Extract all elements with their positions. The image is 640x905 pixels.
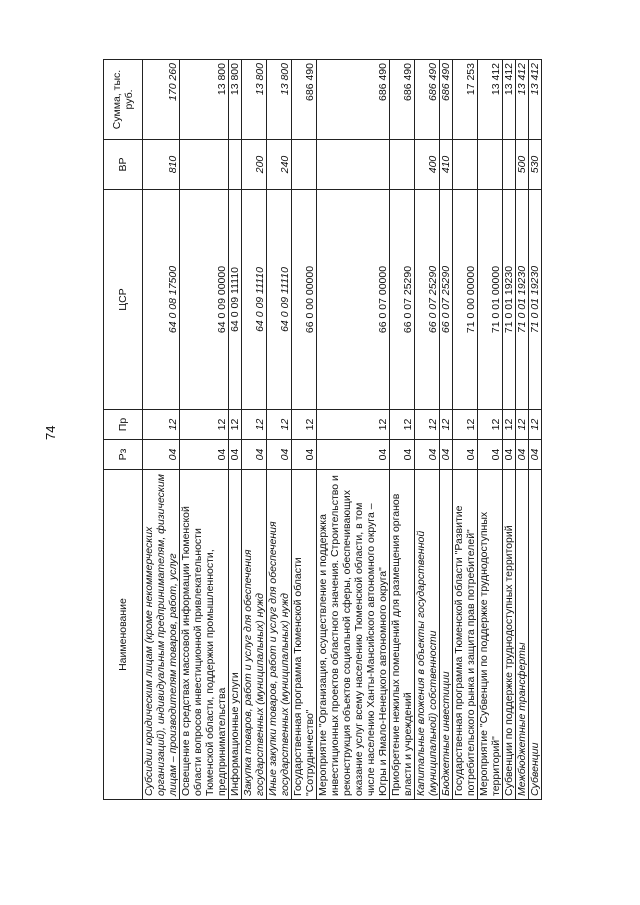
cell-csr: 64 0 09 00000	[180, 190, 229, 410]
cell-name: Мероприятие "Организация, осуществление и поддержка инвестиционных проектов областного значения. Строительство и реконструкция объектов социальной сферы, обеспечивающих оказание услуг всему населению Тюменской области, в том числе населению Ханты-Мансийского автономного округа – Югры и Ямало-Ненецкого автономного округа"	[317, 470, 390, 800]
cell-vr: 400	[415, 140, 440, 190]
cell-name: Межбюджетные трансферты	[516, 470, 529, 800]
cell-vr: 200	[242, 140, 267, 190]
cell-name: Капитальные вложения в объекты государственной (муниципальной) собственности	[415, 470, 440, 800]
cell-csr: 66 0 07 00000	[317, 190, 390, 410]
cell-rz: 04	[478, 440, 503, 470]
cell-sum: 13 800	[229, 60, 242, 140]
cell-rz: 04	[242, 440, 267, 470]
cell-name: Государственная программа Тюменской области "Развитие потребительского рынка и защита прав потребителей"	[453, 470, 478, 800]
cell-sum: 13 412	[503, 60, 516, 140]
cell-rz: 04	[529, 440, 542, 470]
header-name: Наименование	[104, 470, 143, 800]
header-rz: Рз	[104, 440, 143, 470]
cell-csr: 66 0 07 25290	[440, 190, 453, 410]
cell-name: Закупка товаров, работ и услуг для обеспечения государственных (муниципальных) нужд	[242, 470, 267, 800]
cell-pr: 12	[529, 410, 542, 440]
cell-name: Информационные услуги	[229, 470, 242, 800]
cell-pr: 12	[390, 410, 415, 440]
rotated-page-content	[103, 60, 553, 800]
table-row	[267, 60, 292, 800]
cell-pr: 12	[143, 410, 180, 440]
cell-pr: 12	[267, 410, 292, 440]
cell-sum: 686 490	[440, 60, 453, 140]
cell-name: Субвенции по поддержке труднодоступных территорий	[503, 470, 516, 800]
page-number: 74	[43, 425, 58, 440]
table-row	[229, 60, 242, 800]
cell-sum: 13 800	[180, 60, 229, 140]
cell-rz: 04	[415, 440, 440, 470]
table-row	[415, 60, 440, 800]
cell-pr: 12	[242, 410, 267, 440]
cell-vr	[390, 140, 415, 190]
cell-sum: 686 490	[415, 60, 440, 140]
budget-table	[103, 59, 542, 800]
cell-csr: 71 0 01 19230	[516, 190, 529, 410]
cell-vr	[478, 140, 503, 190]
cell-name: Бюджетные инвестиции	[440, 470, 453, 800]
cell-rz: 04	[229, 440, 242, 470]
cell-rz: 04	[292, 440, 317, 470]
cell-csr: 64 0 09 11110	[229, 190, 242, 410]
cell-vr	[453, 140, 478, 190]
table-row	[390, 60, 415, 800]
cell-sum: 13 800	[242, 60, 267, 140]
cell-vr: 810	[143, 140, 180, 190]
cell-sum: 13 412	[516, 60, 529, 140]
cell-sum: 13 412	[529, 60, 542, 140]
cell-csr: 71 0 01 00000	[478, 190, 503, 410]
table-row	[453, 60, 478, 800]
cell-rz: 04	[267, 440, 292, 470]
cell-pr: 12	[229, 410, 242, 440]
cell-name: Государственная программа Тюменской области "Сотрудничество"	[292, 470, 317, 800]
cell-csr: 64 0 09 11110	[242, 190, 267, 410]
cell-vr: 500	[516, 140, 529, 190]
cell-pr: 12	[180, 410, 229, 440]
table-row	[242, 60, 267, 800]
cell-name: Освещение в средствах массовой информации Тюменской области вопросов инвестиционной привлекательности Тюменской области, поддержки промышленности, предпринимательства	[180, 470, 229, 800]
cell-vr	[317, 140, 390, 190]
table-body	[143, 60, 542, 800]
cell-name: Мероприятие "Субвенции по поддержке труднодоступных территорий"	[478, 470, 503, 800]
cell-rz: 04	[440, 440, 453, 470]
cell-rz: 04	[453, 440, 478, 470]
cell-csr: 64 0 08 17500	[143, 190, 180, 410]
cell-sum: 13 800	[267, 60, 292, 140]
cell-pr: 12	[478, 410, 503, 440]
header-csr: ЦСР	[104, 190, 143, 410]
cell-pr: 12	[317, 410, 390, 440]
cell-vr: 410	[440, 140, 453, 190]
cell-sum: 13 412	[478, 60, 503, 140]
cell-name: Субвенции	[529, 470, 542, 800]
cell-vr: 240	[267, 140, 292, 190]
cell-csr: 71 0 01 19230	[503, 190, 516, 410]
cell-vr	[180, 140, 229, 190]
cell-vr	[229, 140, 242, 190]
table-row	[292, 60, 317, 800]
cell-rz: 04	[390, 440, 415, 470]
table-row	[180, 60, 229, 800]
cell-csr: 66 0 07 25290	[415, 190, 440, 410]
cell-vr: 530	[529, 140, 542, 190]
header-pr: Пр	[104, 410, 143, 440]
cell-csr: 71 0 01 19230	[529, 190, 542, 410]
cell-rz: 04	[503, 440, 516, 470]
table-row	[143, 60, 180, 800]
cell-name: Приобретение нежилых помещений для размещения органов власти и учреждений	[390, 470, 415, 800]
cell-csr: 66 0 07 25290	[390, 190, 415, 410]
table-header-row	[104, 60, 143, 800]
cell-csr: 66 0 00 00000	[292, 190, 317, 410]
table-row	[529, 60, 542, 800]
cell-pr: 12	[292, 410, 317, 440]
table-row	[317, 60, 390, 800]
cell-sum: 170 260	[143, 60, 180, 140]
table-row	[516, 60, 529, 800]
cell-vr	[292, 140, 317, 190]
cell-pr: 12	[415, 410, 440, 440]
header-sum: Сумма, тыс. руб.	[104, 60, 143, 140]
cell-rz: 04	[180, 440, 229, 470]
cell-sum: 686 490	[390, 60, 415, 140]
table-row	[440, 60, 453, 800]
cell-rz: 04	[317, 440, 390, 470]
cell-pr: 12	[440, 410, 453, 440]
cell-rz: 04	[143, 440, 180, 470]
cell-sum: 17 253	[453, 60, 478, 140]
cell-vr	[503, 140, 516, 190]
cell-rz: 04	[516, 440, 529, 470]
cell-pr: 12	[503, 410, 516, 440]
cell-sum: 686 490	[292, 60, 317, 140]
cell-sum: 686 490	[317, 60, 390, 140]
cell-csr: 71 0 00 00000	[453, 190, 478, 410]
cell-pr: 12	[453, 410, 478, 440]
cell-name: Иные закупки товаров, работ и услуг для обеспечения государственных (муниципальных) нужд	[267, 470, 292, 800]
table-row	[503, 60, 516, 800]
header-vr: ВР	[104, 140, 143, 190]
cell-name: Субсидии юридическим лицам (кроме некоммерческих организаций), индивидуальным предпринимателям, физическим лицам – производителям товаров, работ, услуг	[143, 470, 180, 800]
cell-csr: 64 0 09 11110	[267, 190, 292, 410]
cell-pr: 12	[516, 410, 529, 440]
table-row	[478, 60, 503, 800]
